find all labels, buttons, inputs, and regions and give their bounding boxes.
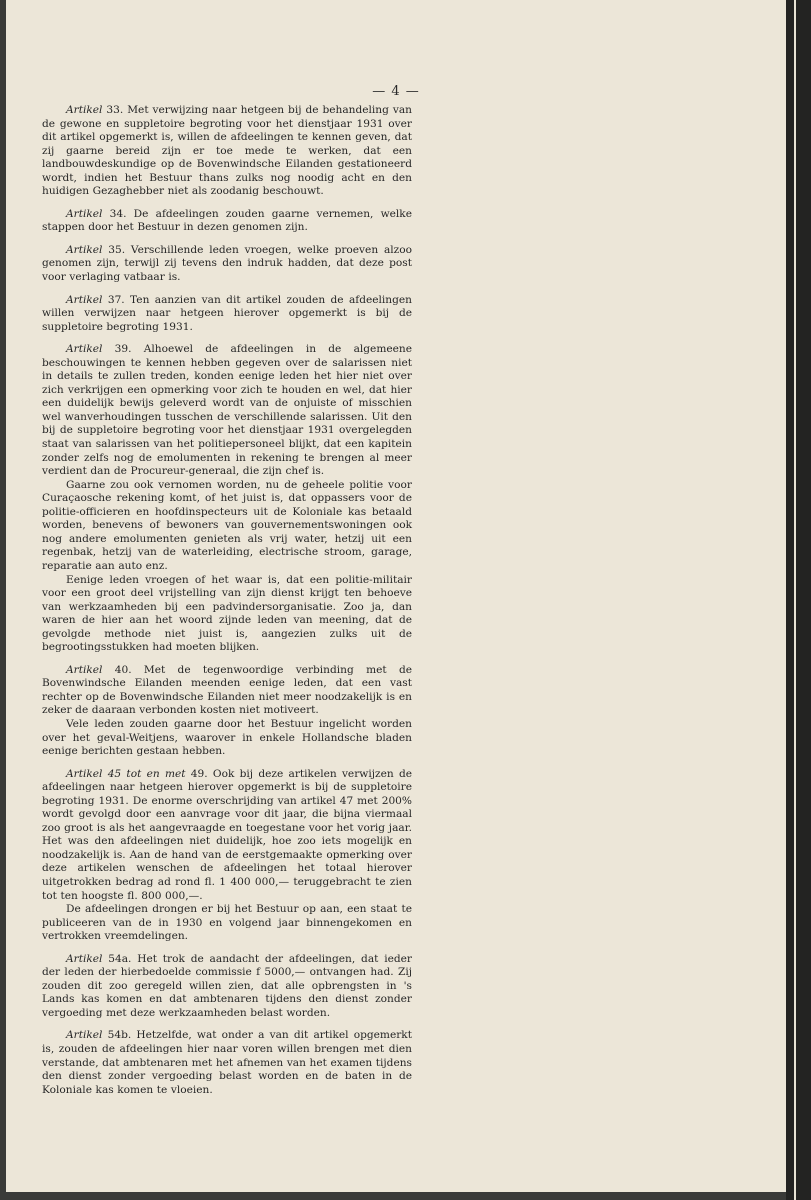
paragraph-text: 54a. Het trok de aandacht der afdeelingen, dat ieder der leden der hierbedoelde commissie f 5000,— ontvangen had. Zij zouden dit zoo geregeld willen zien, dat alle opbrengsten in 's Lands kas komen en dat ambtenaren tijdens den dienst zonder vergoeding met deze werkzaamheden belast worden. — [42, 952, 412, 1019]
paragraph-text: De afdeelingen drongen er bij het Bestuur op aan, een staat te publiceeren van de in 1930 en volgend jaar binnengekomen en vertrokken vreemdelingen. — [42, 903, 412, 943]
paragraph-artikel-45-49 — [42, 768, 412, 903]
paragraph-artikel-37 — [42, 294, 412, 335]
paragraph-text: 33. Met verwijzing naar hetgeen bij de behandeling van de gewone en suppletoire begroting voor het dienstjaar 1931 over dit artikel opgemerkt is, willen de afdeelingen te kennen geven, dat zij gaarne bereid zijn er toe mede te werken, dat een landbouwdeskundige op de Bovenwindsche Eilanden gestationeerd wordt, indien het Bestuur thans zulks nog noodig acht en den huidigen Gezaghebber niet als zoodanig beschouwt. — [42, 104, 412, 198]
paragraph-artikel-35 — [42, 244, 412, 285]
paragraph-text: 54b. Hetzelfde, wat onder a van dit artikel opgemerkt is, zouden de afdeelingen hier naar voren willen brengen met dien verstande, dat ambtenaren met het afnemen van het examen tijdens den dienst zonder vergoeding belast worden en de baten in de Koloniale kas komen te vloeien. — [42, 1029, 412, 1096]
article-label: Artikel — [66, 207, 103, 220]
document-body — [42, 104, 412, 1097]
article-label: Artikel — [66, 104, 103, 116]
paragraph-text: 37. Ten aanzien van dit artikel zouden de afdeelingen willen verwijzen naar hetgeen hierover opgemerkt is bij de suppletoire begroting 1931. — [42, 293, 412, 333]
article-label: Artikel — [66, 293, 103, 306]
scan-edge-line — [794, 0, 796, 1200]
article-label: Artikel — [66, 343, 103, 356]
paragraph-artikel-33 — [42, 104, 412, 199]
paragraph-text: 49. Ook bij deze artikelen verwijzen de afdeelingen naar hetgeen hierover opgemerkt is bij de suppletoire begroting 1931. De enorme overschrijding van artikel 47 met 200% wordt gevolgd door een aanvrage voor dit jaar, die bijna viermaal zoo groot is als het aangevraagde en toegestane voor het vorig jaar. Het was den afdeelingen niet duidelijk, hoe zoo iets mogelijk en noodzakelijk is. Aan de hand van de eerstgemaakte opmerking over deze artikelen wenschen de afdeelingen het totaal hierover uitgetrokken bedrag ad rond fl. 1 400 000,— teruggebracht te zien tot ten hoogste fl. 800 000,—. — [42, 767, 412, 902]
article-label: Artikel 45 tot en met — [66, 767, 186, 780]
paragraph-artikel-40-cont — [42, 718, 412, 759]
paragraph-artikel-39 — [42, 343, 412, 478]
paragraph-text: 35. Verschillende leden vroegen, welke proeven alzoo genomen zijn, terwijl zij tevens den indruk hadden, dat deze post voor verlaging vatbaar is. — [42, 243, 412, 284]
paragraph-text: Vele leden zouden gaarne door het Bestuur ingelicht worden over het geval-Weitjens, waarover in enkele Hollandsche bladen eenige berichten gestaan hebben. — [42, 717, 412, 758]
paragraph-artikel-54a — [42, 953, 412, 1021]
paragraph-artikel-34 — [42, 208, 412, 235]
scan-edge — [786, 0, 811, 1200]
paragraph-artikel-39-cont-1 — [42, 479, 412, 574]
paragraph-artikel-40 — [42, 664, 412, 718]
article-label: Artikel — [66, 243, 103, 256]
paragraph-text: Eenige leden vroegen of het waar is, dat een politie-militair voor een groot deel vrijstelling van zijn dienst krijgt ten behoeve van werkzaamheden bij een padvindersorganisatie. Zoo ja, dan waren de hier aan het woord zijnde leden van meening, dat de gevolgde methode niet juist is, aangezien zulks uit de begrootingsstukken had moeten blijken. — [42, 573, 412, 654]
article-label: Artikel — [66, 952, 103, 965]
paragraph-artikel-45-49-cont — [42, 903, 412, 944]
paragraph-text: Gaarne zou ook vernomen worden, nu de geheele politie voor Curaçaosche rekening komt, of het juist is, dat oppassers voor de politie-officieren en hoofdinspecteurs uit de Koloniale kas betaald worden, benevens of bewoners van gouvernementswoningen ook nog andere emolumenten genieten als vrij water, hetzij uit een regenbak, hetzij van de waterleiding, electrische stroom, garage, reparatie aan auto enz. — [42, 478, 412, 572]
paragraph-text: 40. Met de tegenwoordige verbinding met de Bovenwindsche Eilanden meenden eenige leden, dat een vast rechter op de Bovenwindsche Eilanden niet meer noodzakelijk is en zeker de daaraan verbonden kosten niet motiveert. — [42, 663, 412, 717]
page-number: — 4 — — [372, 84, 420, 99]
article-label: Artikel — [66, 663, 103, 676]
paragraph-text: 34. De afdeelingen zouden gaarne vernemen, welke stappen door het Bestuur in dezen genomen zijn. — [42, 207, 412, 234]
article-label: Artikel — [66, 1029, 103, 1042]
paragraph-artikel-39-cont-2 — [42, 574, 412, 655]
paragraph-text: 39. Alhoewel de afdeelingen in de algemeene beschouwingen te kennen hebben gegeven over de salarissen niet in details te zullen treden, konden eenige leden het hier niet over zich verkrijgen een opmerking voor zich te houden en wel, dat hier een duidelijk bewijs geleverd wordt van de onjuiste of misschien wel wanverhoudingen tusschen de verschillende salarissen. Uit den bij de suppletoire begroting voor het dienstjaar 1931 overgelegden staat van salarissen van het politiepersoneel blijkt, dat een kapitein zonder zelfs nog de emolumenten in rekening te brengen al meer verdient dan de Procureur-generaal, die zijn chef is. — [42, 343, 412, 478]
document-page — [6, 0, 786, 1192]
paragraph-artikel-54b — [42, 1029, 412, 1097]
